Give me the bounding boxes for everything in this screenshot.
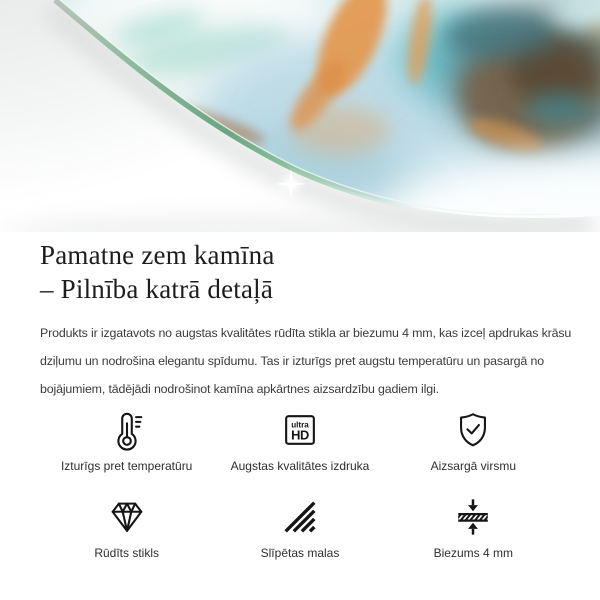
diamond-icon bbox=[106, 494, 148, 540]
thickness-icon bbox=[452, 494, 494, 540]
feature-item-temperature bbox=[40, 407, 213, 474]
feature-label: Slīpētas malas bbox=[260, 546, 340, 560]
thermometer-icon bbox=[106, 407, 148, 453]
ultra-hd-badge-bottom-text: HD bbox=[291, 427, 309, 443]
shield-check-icon bbox=[452, 407, 494, 453]
feature-grid bbox=[40, 407, 560, 561]
feature-label: Rūdīts stikls bbox=[94, 546, 159, 560]
feature-item-tempered-glass bbox=[40, 494, 213, 561]
beveled-edges-icon bbox=[279, 494, 321, 540]
feature-label: Augstas kvalitātes izdruka bbox=[230, 459, 370, 473]
product-description-text: Produkts ir izgatavots no augstas kvalitātes rūdīta stikla ar biezumu 4 mm, kas izceļ apdrukas krāsu dziļumu un nodrošina elegantu spīdumu. Tas ir izturīgs pret augstu temperatūru un pasargā no bojājumiem, tādējādi nodrošinot kamīna apkārtnes aizsardzību gadiem ilgi. bbox=[40, 326, 572, 396]
page-title-line1: Pamatne zem kamīna bbox=[40, 240, 275, 270]
feature-item-surface-protection bbox=[387, 407, 560, 474]
feature-label: Izturīgs pret temperatūru bbox=[60, 459, 193, 473]
feature-item-thickness bbox=[387, 494, 560, 561]
feature-item-beveled-edges bbox=[213, 494, 386, 561]
ultra-hd-badge-top-text: ultra bbox=[291, 420, 309, 430]
page-title-line2: – Pilnība katrā detaļā bbox=[40, 274, 274, 304]
product-image bbox=[0, 0, 600, 232]
product-info-section bbox=[0, 238, 600, 561]
glass-panel-illustration bbox=[0, 0, 600, 232]
feature-label: Biezums 4 mm bbox=[433, 546, 513, 560]
page-title bbox=[40, 238, 560, 306]
feature-item-print-quality bbox=[213, 407, 386, 474]
ultra-hd-icon bbox=[279, 407, 321, 453]
feature-label: Aizsargā virsmu bbox=[430, 459, 516, 473]
